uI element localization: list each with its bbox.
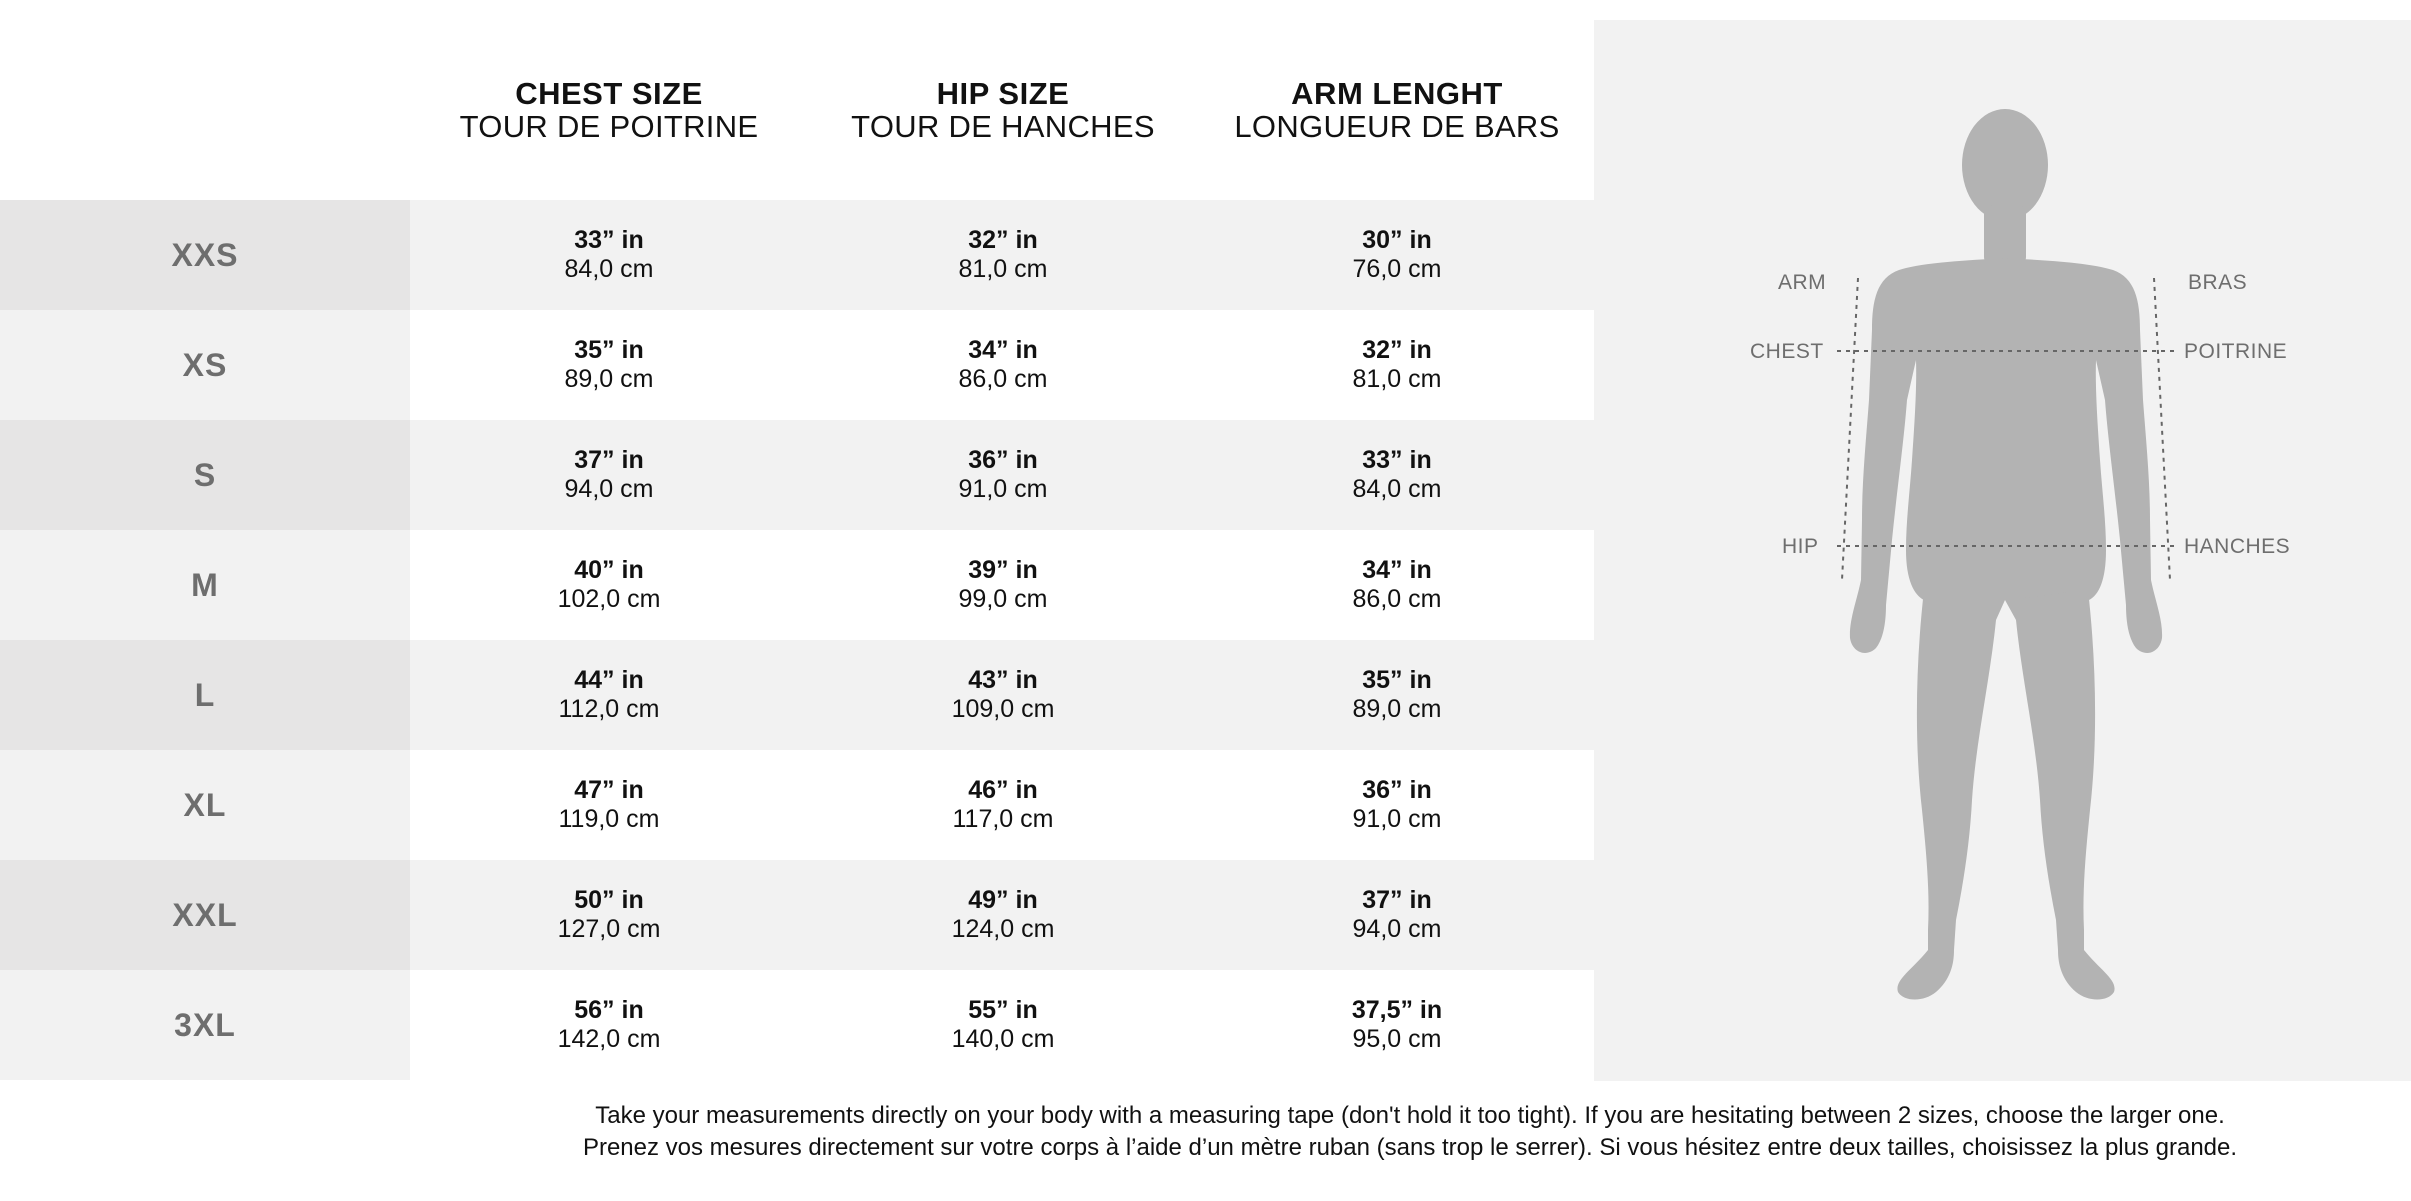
arm-cell [1200,200,1594,310]
arm-cm: 89,0 cm [1352,695,1442,723]
chest-cell [412,530,806,640]
label-hanches: HANCHES [2184,535,2291,558]
hip-cm: 86,0 cm [958,365,1048,393]
size-label: XXL [0,860,410,970]
arm-inch: 37” in [1362,886,1432,915]
header-arm-fr: LONGUEUR DE BARS [1234,108,1560,144]
table-row [0,640,1594,750]
arm-inch: 32” in [1362,336,1432,365]
size-label: S [0,420,410,530]
table-row [0,310,1594,420]
instructions-en: Take your measurements directly on your body with a measuring tape (don't hold it too tight). If you are hesitating between 2 sizes, choose the larger one. [595,1102,2225,1129]
arm-cell [1200,860,1594,970]
arm-inch: 37,5” in [1351,996,1443,1025]
hip-inch: 32” in [968,226,1038,255]
table-row [0,860,1594,970]
chest-cell [412,310,806,420]
chest-inch: 44” in [574,666,644,695]
arm-inch: 33” in [1362,446,1432,475]
hip-cell [806,420,1200,530]
chest-cell [412,640,806,750]
size-label: XS [0,310,410,420]
label-poitrine: POITRINE [2184,340,2288,363]
chest-inch: 40” in [574,556,644,585]
header-hip-en: HIP SIZE [936,76,1070,111]
arm-inch: 34” in [1362,556,1432,585]
label-hip: HIP [1782,535,1819,558]
chest-cm: 119,0 cm [558,805,660,833]
chest-inch: 35” in [574,336,644,365]
arm-cell [1200,750,1594,860]
size-label: XXS [0,200,410,310]
arm-cm: 84,0 cm [1352,475,1442,503]
chest-cell [412,860,806,970]
hip-cm: 91,0 cm [958,475,1048,503]
chest-cm: 94,0 cm [564,475,654,503]
hip-cm: 81,0 cm [958,255,1048,283]
chest-inch: 47” in [574,776,644,805]
hip-inch: 46” in [968,776,1038,805]
chest-inch: 50” in [574,886,644,915]
size-label: XL [0,750,410,860]
chest-cell [412,750,806,860]
arm-cell [1200,640,1594,750]
hip-inch: 55” in [968,996,1038,1025]
header-hip [806,78,1200,143]
table-row [0,750,1594,860]
hip-cell [806,310,1200,420]
hip-cm: 117,0 cm [952,805,1054,833]
hip-cell [806,970,1200,1080]
arm-cm: 91,0 cm [1352,805,1442,833]
hip-inch: 36” in [968,446,1038,475]
chest-cm: 142,0 cm [557,1025,661,1053]
hip-cell [806,200,1200,310]
header-arm [1200,78,1594,143]
header-chest-fr: TOUR DE POITRINE [459,108,759,144]
arm-inch: 35” in [1362,666,1432,695]
hip-cm: 99,0 cm [958,585,1048,613]
size-label: M [0,530,410,640]
hip-cell [806,750,1200,860]
arm-cm: 76,0 cm [1352,255,1442,283]
hip-cm: 124,0 cm [951,915,1055,943]
size-label: 3XL [0,970,410,1080]
chest-cm: 127,0 cm [557,915,661,943]
chest-cm: 112,0 cm [558,695,660,723]
chest-cm: 102,0 cm [557,585,661,613]
chest-cm: 89,0 cm [564,365,654,393]
chest-inch: 33” in [574,226,644,255]
hip-cell [806,530,1200,640]
label-arm: ARM [1778,271,1827,294]
instructions-fr: Prenez vos mesures directement sur votre corps à l’aide d’un mètre ruban (sans trop le serrer). Si vous hésitez entre deux tailles, choisissez la plus grande. [582,1134,2238,1161]
arm-line-right [2154,278,2170,580]
size-label: L [0,640,410,750]
hip-inch: 43” in [968,666,1038,695]
table-row [0,200,1594,310]
arm-cm: 94,0 cm [1352,915,1442,943]
hip-cm: 140,0 cm [951,1025,1055,1053]
header-arm-en: ARM LENGHT [1291,76,1503,111]
arm-cell [1200,970,1594,1080]
hip-cell [806,860,1200,970]
table-row [0,420,1594,530]
hip-inch: 34” in [968,336,1038,365]
table-header [0,0,1594,200]
chest-cell [412,420,806,530]
arm-cell [1200,310,1594,420]
chest-cm: 84,0 cm [564,255,654,283]
arm-inch: 30” in [1362,226,1432,255]
label-chest: CHEST [1750,340,1824,363]
label-bras: BRAS [2188,271,2248,294]
arm-cm: 81,0 cm [1352,365,1442,393]
arm-cell [1200,420,1594,530]
chest-cell [412,200,806,310]
chest-cell [412,970,806,1080]
arm-inch: 36” in [1362,776,1432,805]
header-hip-fr: TOUR DE HANCHES [851,108,1155,144]
hip-inch: 39” in [968,556,1038,585]
hip-cm: 109,0 cm [951,695,1055,723]
hip-cell [806,640,1200,750]
arm-cm: 95,0 cm [1352,1025,1442,1053]
measurement-instructions [560,1100,2260,1164]
table-row [0,530,1594,640]
chest-inch: 37” in [574,446,644,475]
table-body [0,200,1594,1080]
body-measurement-figure [1594,20,2411,1081]
header-chest-en: CHEST SIZE [515,76,703,111]
arm-cm: 86,0 cm [1352,585,1442,613]
table-row [0,970,1594,1080]
arm-cell [1200,530,1594,640]
chest-inch: 56” in [574,996,644,1025]
hip-inch: 49” in [968,886,1038,915]
arm-line-left [1842,278,1858,580]
header-chest [412,78,806,143]
